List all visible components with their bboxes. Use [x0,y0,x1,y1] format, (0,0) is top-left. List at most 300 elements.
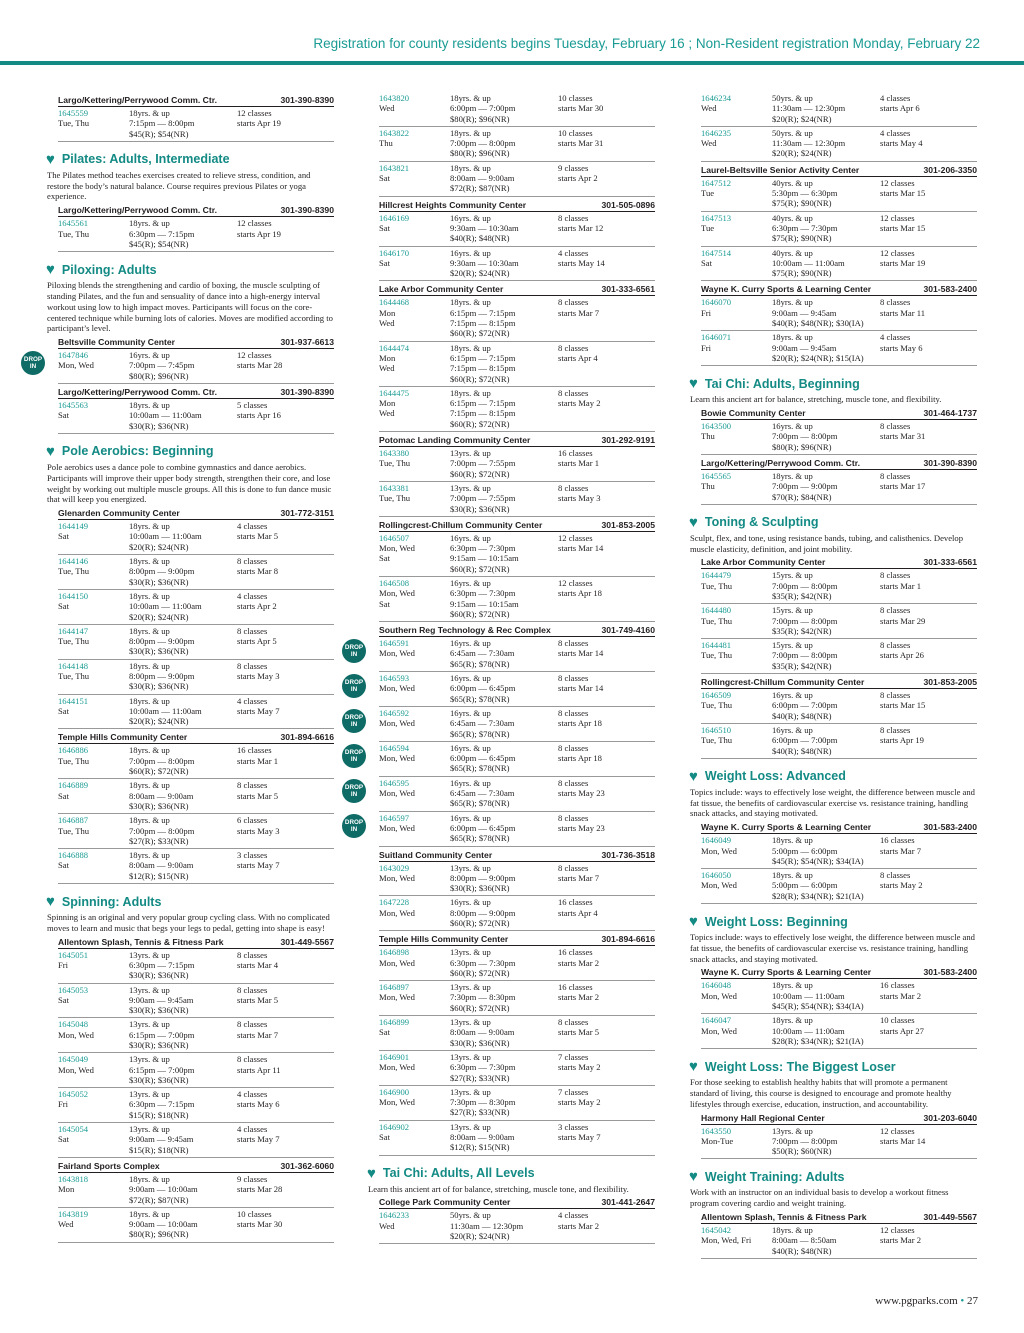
course-detail: 6:30pm — 7:15pm [129,1099,195,1110]
course-sessions-cell [880,248,977,279]
course-row [701,212,977,247]
course-session: starts Mar 30 [237,1219,283,1230]
course-detail: 15yrs. & up [772,640,813,651]
course-days: Mon, Wed [379,1062,415,1073]
course-sessions-cell [558,578,655,619]
course-code[interactable]: 1644481 [701,640,732,651]
course-row [379,482,655,517]
course-code[interactable]: 1644148 [58,660,89,671]
course-row [58,555,334,590]
course-sessions-cell [237,745,334,776]
course-detail: 13yrs. & up [129,1124,170,1135]
course-code[interactable]: 1645049 [58,1054,89,1065]
course-detail: $20(R); $24(NR) [772,113,832,124]
course-detail: 18yrs. & up [129,695,170,706]
course-code[interactable]: 1646898 [379,947,410,958]
facility-name: Largo/Kettering/Perrywood Comm. Ctr. [58,387,218,398]
course-detail: $40(R); $48(NR); $30(IA) [772,318,864,329]
course-detail: 6:45am — 7:30am [450,788,515,799]
facility-header [379,435,655,447]
course-detail: $40(R); $48(NR) [772,710,832,721]
course-row [58,949,334,984]
course-session: starts Mar 28 [237,1184,283,1195]
course-details-cell [772,128,880,159]
course-session: starts Apr 18 [558,718,602,729]
course-code[interactable]: 1646889 [58,780,89,791]
course-days: Mon, Wed [701,990,737,1001]
course-session: starts May 3 [237,670,280,681]
course-days: Tue, Thu [701,580,733,591]
course-sessions-cell [558,388,655,429]
course-code-cell [58,626,129,657]
course-session: 16 classes [880,980,915,991]
course-session: starts Mar 17 [880,481,926,492]
course-code[interactable]: 1646071 [701,332,732,343]
course-code[interactable]: 1644149 [58,521,89,532]
course-session: starts May 3 [558,493,601,504]
course-days: Mon-Tue [701,1135,734,1146]
course-code[interactable]: 1643029 [379,862,410,873]
course-detail: 8:00am — 9:00am [450,173,515,184]
course-details-cell [772,570,880,601]
facility-name: Potomac Landing Community Center [379,435,531,446]
course-code[interactable]: 1646170 [379,247,410,258]
course-session: 8 classes [237,660,268,671]
course-code[interactable]: 1646070 [701,297,732,308]
course-code[interactable]: 1645048 [58,1019,89,1030]
course-session: starts May 23 [558,822,605,833]
course-code[interactable]: 1646233 [379,1210,410,1221]
course-detail: 7:00pm — 8:00pm [772,580,838,591]
course-code[interactable]: 1646886 [58,745,89,756]
course-detail: 8:00am — 9:00am [129,860,194,871]
course-session: starts Mar 7 [558,307,600,318]
course-code-cell [379,163,450,194]
course-detail: $30(R); $36(NR) [129,681,189,692]
course-code[interactable]: 1646897 [379,982,410,993]
course-detail: 10:00am — 11:00am [772,990,845,1001]
course-code[interactable]: 1647846 [58,350,89,361]
course-session: 4 classes [558,1210,589,1221]
course-details-cell [772,870,880,901]
course-code[interactable]: 1643819 [58,1208,89,1219]
course-code[interactable]: 1645054 [58,1124,89,1135]
course-details-cell [450,813,558,844]
course-code-cell [58,745,129,776]
course-code-cell [58,1124,129,1155]
course-code-cell [379,213,450,244]
course-details-cell [450,982,558,1013]
course-session: 4 classes [880,93,911,103]
course-sessions-cell [558,128,655,159]
course-days: Tue, Thu [701,700,733,711]
course-code[interactable]: 1646509 [701,690,732,701]
course-detail: 18yrs. & up [129,556,170,567]
drop-in-label: DROP [344,679,364,687]
course-detail: 7:00pm — 7:55pm [450,458,516,469]
section-description: Learn this ancient art of for balance, stretching, muscle tone, and flexibility. [368,1183,629,1194]
course-code[interactable]: 1646507 [379,532,410,543]
course-days: Sat [58,705,69,716]
course-code[interactable]: 1646050 [701,870,732,881]
course-code[interactable]: 1645559 [58,108,89,118]
course-detail: 18yrs. & up [772,332,813,343]
facility-name: Largo/Kettering/Perrywood Comm. Ctr. [58,95,218,105]
course-details-cell [129,745,237,776]
course-code[interactable]: 1644479 [701,570,732,581]
course-code[interactable]: 1646049 [701,835,732,846]
course-code[interactable]: 1645051 [58,949,89,960]
course-details-cell [129,556,237,587]
course-days: Tue, Thu [58,755,90,766]
course-detail: 13yrs. & up [129,984,170,995]
course-sessions-cell [880,128,977,159]
course-detail: 6:00pm — 7:00pm [772,735,838,746]
course-detail: 10:00am — 11:00am [129,410,202,421]
facility-name: Fairland Sports Complex [58,1160,160,1171]
course-code[interactable]: 1646592 [379,707,410,718]
course-session: 4 classes [558,247,589,258]
course-session: starts May 2 [880,880,923,891]
course-sessions-cell [880,980,977,1011]
course-code[interactable]: 1646900 [379,1086,410,1097]
course-code[interactable]: 1647513 [701,212,732,223]
course-row [379,1209,655,1244]
course-sessions-cell [237,521,334,552]
course-row [379,92,655,127]
facility-name: Lake Arbor Community Center [701,557,826,568]
course-code[interactable]: 1647228 [379,897,410,908]
course-code[interactable]: 1646047 [701,1015,732,1026]
course-code[interactable]: 1647512 [701,177,732,188]
course-session: 12 classes [237,108,272,118]
course-detail: $80(R); $96(NR) [129,1229,189,1240]
course-detail: $60(R); $72(NR) [450,967,510,978]
course-detail: 15yrs. & up [772,605,813,616]
drop-in-label: DROP [344,818,364,826]
page-header [0,0,1024,66]
section-title [689,767,977,785]
course-days: Sat [701,257,712,268]
section-title [46,150,334,168]
facility-header [379,934,655,946]
course-days: Tue, Thu [58,825,90,836]
course-code[interactable]: 1647514 [701,247,732,258]
course-sessions-cell [880,570,977,601]
course-code[interactable]: 1646595 [379,777,410,788]
course-detail: $35(R); $42(NR) [772,625,832,636]
course-session: starts Mar 5 [237,531,279,542]
page-number: 27 [967,1295,978,1307]
course-detail: 16yrs. & up [450,247,491,258]
course-detail: 13yrs. & up [450,947,491,958]
course-sessions-cell [558,897,655,928]
course-detail: 6:30pm — 7:15pm [129,959,195,970]
course-code[interactable]: 1644468 [379,297,410,308]
course-session: 10 classes [558,127,593,138]
course-detail: 6:45am — 7:30am [450,648,515,659]
course-days: Thu [701,481,715,492]
course-detail: 10:00am — 11:00am [129,531,202,542]
course-row [344,777,655,812]
facility-phone: 301-333-6561 [601,284,655,295]
drop-in-badge [342,709,366,733]
course-code[interactable]: 1646594 [379,742,410,753]
course-days: Mon, Wed [379,543,415,554]
facility-header [701,967,977,979]
course-detail: 8:00pm — 9:00pm [129,566,195,577]
facility-header [701,1113,977,1125]
course-session: starts Mar 19 [880,257,926,268]
facility-name: Bowie Community Center [701,408,806,419]
course-code-cell [379,982,450,1013]
course-code[interactable]: 1646169 [379,212,410,223]
course-row [379,532,655,577]
course-detail: 18yrs. & up [129,780,170,791]
course-days: Mon, Wed [379,1097,415,1108]
course-session: starts May 2 [558,398,601,409]
course-code[interactable]: 1644151 [58,695,89,706]
course-details-cell [772,1126,880,1157]
course-detail: 8:00am — 9:00am [450,1027,515,1038]
course-row [58,779,334,814]
course-detail: $60(R); $72(NR) [450,468,510,479]
course-session: starts May 7 [237,1134,280,1145]
course-detail: 18yrs. & up [772,835,813,846]
course-code[interactable]: 1643381 [379,482,410,493]
course-code-cell [58,1209,129,1240]
course-session: 8 classes [558,342,589,353]
course-row [701,470,977,505]
course-session: 12 classes [237,218,272,229]
course-code[interactable]: 1645053 [58,984,89,995]
course-code[interactable]: 1643822 [379,127,410,138]
course-sessions-cell [880,1126,977,1157]
course-code-cell [379,673,450,704]
course-session: starts May 14 [558,257,605,268]
course-session: 8 classes [237,1019,268,1030]
course-code[interactable]: 1645565 [701,470,732,481]
course-detail: 8:00pm — 9:00pm [129,636,195,647]
course-detail: $65(R); $78(NR) [450,798,510,809]
course-details-cell [129,815,237,846]
course-code[interactable]: 1646508 [379,577,410,588]
course-code-cell [701,1126,772,1157]
heart-icon: ♥ [46,261,55,279]
course-code-cell [379,93,450,124]
course-details-cell [450,483,558,514]
course-code[interactable]: 1644146 [58,556,89,567]
course-days: Sat [58,790,69,801]
facility-phone: 301-333-6561 [923,557,977,568]
course-code[interactable]: 1643820 [379,93,410,103]
section-title-text: Weight Loss: Advanced [704,769,846,784]
course-detail: $60(R); $72(NR) [129,766,189,777]
course-session: 4 classes [237,590,268,601]
course-detail: $65(R); $78(NR) [450,728,510,739]
course-detail: $45(R); $54(NR); $34(IA) [772,855,864,866]
course-code[interactable]: 1645052 [58,1089,89,1100]
course-session: starts Mar 15 [880,700,926,711]
course-code[interactable]: 1645563 [58,400,89,411]
course-details-cell [129,350,237,381]
facility-name: Wayne K. Curry Sports & Learning Center [701,967,872,978]
facility-header [701,822,977,834]
course-detail: $30(R); $36(NR) [450,1037,510,1048]
course-session: 8 classes [880,640,911,651]
course-code[interactable]: 1646234 [701,93,732,103]
course-code-cell [58,1019,129,1050]
drop-in-label: DROP [344,713,364,721]
course-detail: 6:00pm — 6:45pm [450,822,516,833]
course-row [58,625,334,660]
course-session: 5 classes [237,400,268,411]
course-detail: 13yrs. & up [450,1051,491,1062]
course-code[interactable]: 1643550 [701,1125,732,1136]
course-code[interactable]: 1643821 [379,162,410,173]
course-row [379,296,655,341]
course-code[interactable]: 1646887 [58,815,89,826]
course-details-cell [450,673,558,704]
course-details-cell [772,725,880,756]
facility-phone: 301-292-9191 [601,435,655,446]
heart-icon: ♥ [689,767,698,785]
section-description: Learn this ancient art for balance, stretching, muscle tone, and flexibility. [690,394,942,405]
course-detail: 18yrs. & up [129,625,170,636]
drop-in-label: DROP [344,644,364,652]
course-sessions-cell [558,813,655,844]
course-detail: 7:15pm — 8:15pm [450,408,516,419]
course-detail: 13yrs. & up [450,482,491,493]
course-detail: 9:00am — 9:45am [129,1134,194,1145]
course-details-cell [772,248,880,279]
course-sessions-cell [237,400,334,431]
section-title [367,1164,655,1182]
course-details-cell [772,640,880,671]
course-code[interactable]: 1646899 [379,1017,410,1028]
course-session: 16 classes [558,448,593,459]
course-detail: 9:00am — 9:45am [129,994,194,1005]
course-code-cell [58,350,129,381]
course-code[interactable]: 1646901 [379,1051,410,1062]
heart-icon: ♥ [367,1164,376,1182]
website-link[interactable]: www.pgparks.com [875,1295,958,1307]
course-details-cell [450,163,558,194]
course-row [58,849,334,884]
course-code-cell [379,248,450,279]
course-details-cell [450,248,558,279]
course-row [701,127,977,162]
course-code[interactable]: 1643380 [379,448,410,459]
course-detail: $30(R); $36(NR) [129,1074,189,1085]
course-code[interactable]: 1646593 [379,673,410,684]
section-title [46,893,334,911]
course-code[interactable]: 1645042 [701,1225,732,1236]
course-code[interactable]: 1646510 [701,724,732,735]
section-title-text: Piloxing: Adults [61,262,157,277]
course-days: Mon, Wed, Fri [701,1235,752,1246]
course-session: 8 classes [558,777,589,788]
course-code[interactable]: 1644147 [58,625,89,636]
course-details-cell [450,1087,558,1118]
header-rule [0,61,1024,65]
course-session: 8 classes [880,605,911,616]
drop-in-badge [342,639,366,663]
facility-phone: 301-206-3350 [923,164,977,175]
course-days: Mon [58,1184,75,1195]
course-row [701,604,977,639]
facility-name: Laurel-Beltsville Senior Activity Center [701,164,860,175]
drop-in-label: IN [350,651,358,659]
course-sessions-cell [558,947,655,978]
course-days: Fri [701,307,712,318]
drop-in-badge [342,674,366,698]
course-detail: 9:00am — 9:45am [772,307,837,318]
course-details-cell [129,218,237,249]
course-code-cell [379,708,450,739]
course-days: Tue [701,188,715,199]
course-row [701,247,977,282]
course-session: 8 classes [558,812,589,823]
course-sessions-cell [880,605,977,636]
course-row [379,577,655,622]
section-title-text: Toning & Sculpting [704,515,819,530]
course-code[interactable]: 1644475 [379,387,410,398]
course-code-cell [58,521,129,552]
course-row [379,342,655,387]
course-details-cell [772,471,880,502]
course-days: Mon, Wed [58,1029,94,1040]
course-code[interactable]: 1646597 [379,812,410,823]
course-row [58,1173,334,1208]
course-code[interactable]: 1643500 [701,421,732,432]
course-code[interactable]: 1644150 [58,590,89,601]
course-row [58,1018,334,1053]
course-session: starts Mar 2 [880,990,922,1001]
course-detail: 16yrs. & up [772,421,813,432]
course-code[interactable]: 1646048 [701,980,732,991]
course-session: 8 classes [880,870,911,881]
course-detail: 5:00pm — 6:00pm [772,880,838,891]
course-code[interactable]: 1644480 [701,605,732,616]
course-detail: 11:30am — 12:30pm [772,138,846,149]
course-sessions-cell [237,218,334,249]
course-details-cell [772,297,880,328]
course-detail: $50(R); $60(NR) [772,1146,832,1157]
course-details-cell [450,1017,558,1048]
course-detail: 7:00pm — 7:45pm [129,360,195,371]
course-detail: 6:15pm — 7:15pm [450,398,516,409]
course-code[interactable]: 1646888 [58,850,89,861]
course-detail: $60(R); $72(NR) [450,918,510,928]
course-code[interactable]: 1646902 [379,1121,410,1132]
course-code[interactable]: 1643818 [58,1173,89,1184]
course-days: Tue, Thu [701,615,733,626]
course-code[interactable]: 1644474 [379,342,410,353]
section-title [689,375,977,393]
course-detail: 6:30pm — 7:30pm [450,1062,516,1073]
course-detail: $20(R); $24(NR) [129,716,189,727]
section-title-text: Tai Chi: Adults, Beginning [704,376,860,391]
course-code[interactable]: 1646591 [379,638,410,649]
course-detail: $30(R); $36(NR) [450,503,510,514]
course-session: 8 classes [558,482,589,493]
course-code[interactable]: 1645561 [58,218,89,229]
course-code[interactable]: 1646235 [701,127,732,138]
course-detail: 18yrs. & up [129,1208,170,1219]
facility-header [701,408,977,420]
course-session: starts Mar 31 [880,431,926,442]
